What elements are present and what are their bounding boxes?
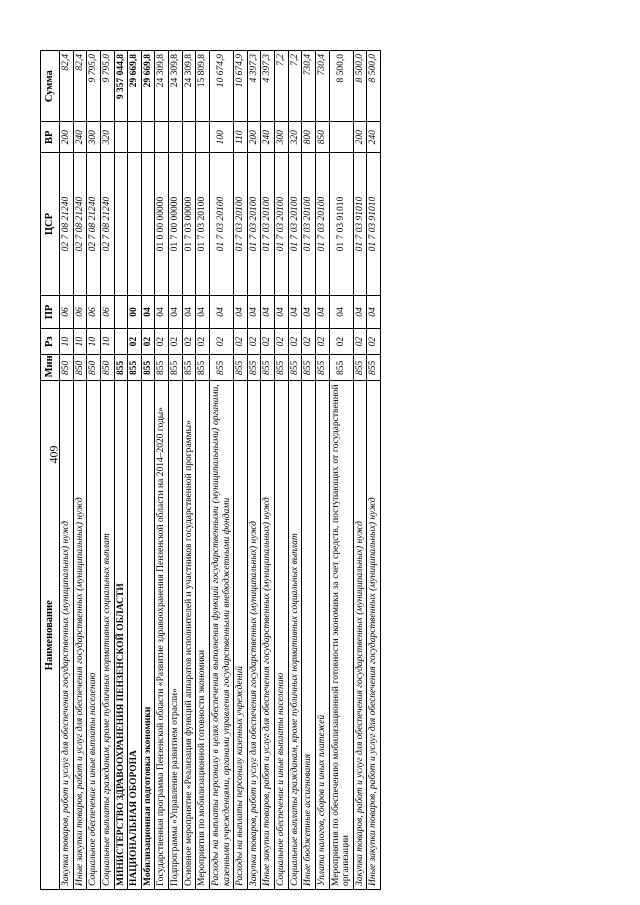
cell-name: Мероприятия по обеспечению мобилизационной готовности экономики за счет средств, поступающих от государственной организации (329, 381, 353, 890)
cell-pr: 04 (234, 295, 248, 328)
cell-rz: 02 (141, 329, 155, 355)
cell-sum: 9 795,0 (100, 51, 114, 122)
cell-rz: 02 (315, 329, 329, 355)
cell-pr: 06 (60, 295, 74, 328)
cell-min: 855 (275, 355, 289, 381)
table-header-row (41, 51, 60, 890)
cell-sum: 7,2 (275, 51, 289, 122)
cell-pr: 06 (100, 295, 114, 328)
cell-vr: 100 (209, 122, 233, 153)
table-row (114, 51, 128, 890)
cell-pr: 04 (315, 295, 329, 328)
cell-name: Государственная программа Пензенской области «Развитие здравоохранения Пензенской области на 2014–2020 годы» (155, 381, 169, 890)
cell-rz: 02 (234, 329, 248, 355)
cell-csr: 02 7 08 21240 (87, 153, 101, 296)
cell-pr (114, 295, 128, 328)
table-row (353, 51, 367, 890)
cell-vr (128, 122, 142, 153)
cell-sum: 4 397,3 (247, 51, 261, 122)
cell-sum: 82,4 (73, 51, 87, 122)
cell-pr: 04 (275, 295, 289, 328)
table-row (169, 51, 183, 890)
cell-name: Основное мероприятие «Реализация функций аппаратов исполнителей и участников государственной программы» (182, 381, 196, 890)
cell-name: Мобилизационная подготовка экономики (141, 381, 155, 890)
header-vr: ВР (41, 122, 60, 153)
cell-pr: 04 (288, 295, 302, 328)
cell-sum: 29 669,8 (128, 51, 142, 122)
cell-min: 850 (100, 355, 114, 381)
cell-name: Иные закупки товаров, работ и услуг для обеспечения государственных (муниципальных) нужд (367, 381, 381, 890)
cell-csr: 01 7 00 00000 (169, 153, 183, 296)
header-min: Мин (41, 355, 60, 381)
table-row (209, 51, 233, 890)
cell-min: 850 (73, 355, 87, 381)
cell-min: 855 (155, 355, 169, 381)
table-row (315, 51, 329, 890)
cell-vr: 320 (100, 122, 114, 153)
header-sum: Сумма (41, 51, 60, 122)
cell-csr: 01 7 03 20100 (247, 153, 261, 296)
cell-rz: 02 (329, 329, 353, 355)
cell-min: 855 (169, 355, 183, 381)
cell-rz: 02 (182, 329, 196, 355)
cell-csr: 01 7 03 91010 (353, 153, 367, 296)
cell-rz: 02 (169, 329, 183, 355)
header-csr: ЦСР (41, 153, 60, 296)
cell-csr: 01 7 03 20100 (234, 153, 248, 296)
cell-min: 855 (182, 355, 196, 381)
cell-vr (182, 122, 196, 153)
cell-pr: 04 (329, 295, 353, 328)
cell-name: Расходы на выплаты персоналу казенных учреждений (234, 381, 248, 890)
table-row (275, 51, 289, 890)
cell-csr: 02 7 08 21240 (60, 153, 74, 296)
cell-csr: 01 7 03 20100 (288, 153, 302, 296)
cell-pr: 06 (73, 295, 87, 328)
cell-sum: 15 809,8 (196, 51, 210, 122)
cell-min: 855 (247, 355, 261, 381)
table-row (60, 51, 74, 890)
cell-vr: 110 (234, 122, 248, 153)
cell-min: 850 (60, 355, 74, 381)
cell-min: 855 (329, 355, 353, 381)
cell-rz: 02 (247, 329, 261, 355)
cell-rz: 02 (128, 329, 142, 355)
cell-pr: 00 (128, 295, 142, 328)
cell-csr: 01 7 03 20100 (261, 153, 275, 296)
cell-pr: 04 (209, 295, 233, 328)
cell-vr: 800 (302, 122, 316, 153)
cell-min: 855 (209, 355, 233, 381)
cell-rz (114, 329, 128, 355)
cell-pr: 04 (367, 295, 381, 328)
cell-vr (141, 122, 155, 153)
cell-sum: 24 309,8 (169, 51, 183, 122)
cell-csr: 01 7 03 91010 (367, 153, 381, 296)
cell-rz: 10 (87, 329, 101, 355)
cell-pr: 04 (353, 295, 367, 328)
cell-vr: 200 (353, 122, 367, 153)
cell-sum: 9 795,0 (87, 51, 101, 122)
cell-name: Уплата налогов, сборов и иных платежей (315, 381, 329, 890)
cell-rz: 02 (353, 329, 367, 355)
cell-rz: 02 (367, 329, 381, 355)
cell-min: 855 (114, 355, 128, 381)
table-row (100, 51, 114, 890)
page-number: 409 (46, 445, 61, 464)
cell-csr (141, 153, 155, 296)
cell-pr: 04 (141, 295, 155, 328)
header-pr: ПР (41, 295, 60, 328)
cell-rz: 02 (155, 329, 169, 355)
cell-name: Иные закупки товаров, работ и услуг для обеспечения государственных (муниципальных) нужд (73, 381, 87, 890)
cell-sum: 4 397,3 (261, 51, 275, 122)
table-row (234, 51, 248, 890)
cell-name: Мероприятия по мобилизационной готовности экономики (196, 381, 210, 890)
cell-pr: 04 (196, 295, 210, 328)
cell-name: Закупка товаров, работ и услуг для обеспечения государственных (муниципальных) нужд (60, 381, 74, 890)
cell-rz: 10 (73, 329, 87, 355)
cell-vr: 300 (87, 122, 101, 153)
budget-table (40, 50, 381, 890)
cell-vr (329, 122, 353, 153)
cell-rz: 10 (60, 329, 74, 355)
cell-pr: 04 (302, 295, 316, 328)
cell-rz: 02 (196, 329, 210, 355)
cell-min: 855 (234, 355, 248, 381)
cell-sum: 7,2 (288, 51, 302, 122)
table-body (60, 51, 381, 890)
cell-pr: 04 (261, 295, 275, 328)
cell-min: 855 (367, 355, 381, 381)
cell-name: НАЦИОНАЛЬНАЯ ОБОРОНА (128, 381, 142, 890)
cell-name: Социальное обеспечение и иные выплаты населению (87, 381, 101, 890)
cell-csr: 02 7 08 21240 (100, 153, 114, 296)
table-row (141, 51, 155, 890)
cell-name: Закупка товаров, работ и услуг для обеспечения государственных (муниципальных) нужд (353, 381, 367, 890)
cell-rz: 02 (275, 329, 289, 355)
cell-sum: 8 500,0 (353, 51, 367, 122)
table-row (155, 51, 169, 890)
cell-sum: 730,4 (315, 51, 329, 122)
cell-vr: 240 (261, 122, 275, 153)
cell-name: Подпрограмма «Управление развитием отрасли» (169, 381, 183, 890)
cell-vr: 850 (315, 122, 329, 153)
table-row (288, 51, 302, 890)
cell-rz: 02 (261, 329, 275, 355)
cell-vr (114, 122, 128, 153)
table-row (196, 51, 210, 890)
cell-csr: 01 7 03 20100 (209, 153, 233, 296)
cell-vr: 240 (367, 122, 381, 153)
header-name: Наименование (41, 381, 60, 890)
cell-min: 855 (141, 355, 155, 381)
cell-csr: 01 7 03 20100 (302, 153, 316, 296)
cell-csr: 02 7 08 21240 (73, 153, 87, 296)
cell-min: 855 (315, 355, 329, 381)
cell-name: Социальные выплаты гражданам, кроме публичных нормативных социальных выплат (288, 381, 302, 890)
cell-rz: 10 (100, 329, 114, 355)
cell-name: МИНИСТЕРСТВО ЗДРАВООХРАНЕНИЯ ПЕНЗЕНСКОЙ ОБЛАСТИ (114, 381, 128, 890)
cell-vr: 200 (247, 122, 261, 153)
cell-csr: 01 7 03 91010 (329, 153, 353, 296)
cell-name: Закупка товаров, работ и услуг для обеспечения государственных (муниципальных) нужд (247, 381, 261, 890)
cell-name: Иные бюджетные ассигнования (302, 381, 316, 890)
cell-min: 855 (288, 355, 302, 381)
cell-sum: 24 309,8 (155, 51, 169, 122)
header-rz: Рз (41, 329, 60, 355)
cell-csr (128, 153, 142, 296)
cell-min: 855 (302, 355, 316, 381)
cell-sum: 10 674,9 (209, 51, 233, 122)
cell-min: 855 (353, 355, 367, 381)
table-row (261, 51, 275, 890)
cell-name: Социальные выплаты гражданам, кроме публичных нормативных социальных выплат (100, 381, 114, 890)
cell-vr: 320 (288, 122, 302, 153)
cell-sum: 82,4 (60, 51, 74, 122)
cell-pr: 04 (247, 295, 261, 328)
table-row (329, 51, 353, 890)
cell-pr: 04 (169, 295, 183, 328)
cell-rz: 02 (288, 329, 302, 355)
cell-name: Социальное обеспечение и иные выплаты населению (275, 381, 289, 890)
table-row (87, 51, 101, 890)
budget-table-container (40, 50, 600, 890)
cell-min: 855 (196, 355, 210, 381)
cell-rz: 02 (302, 329, 316, 355)
table-row (73, 51, 87, 890)
cell-vr: 200 (60, 122, 74, 153)
cell-vr: 300 (275, 122, 289, 153)
table-row (128, 51, 142, 890)
cell-vr (155, 122, 169, 153)
table-row (367, 51, 381, 890)
cell-vr: 240 (73, 122, 87, 153)
cell-name: Иные закупки товаров, работ и услуг для обеспечения государственных (муниципальных) нужд (261, 381, 275, 890)
cell-rz: 02 (209, 329, 233, 355)
cell-vr (196, 122, 210, 153)
cell-csr: 01 7 03 00000 (182, 153, 196, 296)
cell-sum: 8 500,0 (367, 51, 381, 122)
table-row (182, 51, 196, 890)
cell-sum: 24 309,8 (182, 51, 196, 122)
cell-sum: 8 500,0 (329, 51, 353, 122)
cell-sum: 10 674,9 (234, 51, 248, 122)
cell-pr: 06 (87, 295, 101, 328)
cell-csr (114, 153, 128, 296)
table-row (247, 51, 261, 890)
cell-csr: 01 7 03 20100 (275, 153, 289, 296)
cell-sum: 29 669,8 (141, 51, 155, 122)
cell-csr: 01 0 00 00000 (155, 153, 169, 296)
table-row (302, 51, 316, 890)
cell-min: 855 (128, 355, 142, 381)
cell-name: Расходы на выплаты персоналу в целях обеспечения выполнения функций государственными (муниципальными) органами, казенными учреждениями, органами управления государственными внебюджетными фондами (209, 381, 233, 890)
cell-min: 855 (261, 355, 275, 381)
cell-vr (169, 122, 183, 153)
cell-pr: 04 (182, 295, 196, 328)
cell-csr: 01 7 03 20100 (196, 153, 210, 296)
cell-csr: 01 7 03 20100 (315, 153, 329, 296)
cell-pr: 04 (155, 295, 169, 328)
cell-sum: 730,4 (302, 51, 316, 122)
cell-min: 850 (87, 355, 101, 381)
cell-sum: 9 357 044,8 (114, 51, 128, 122)
